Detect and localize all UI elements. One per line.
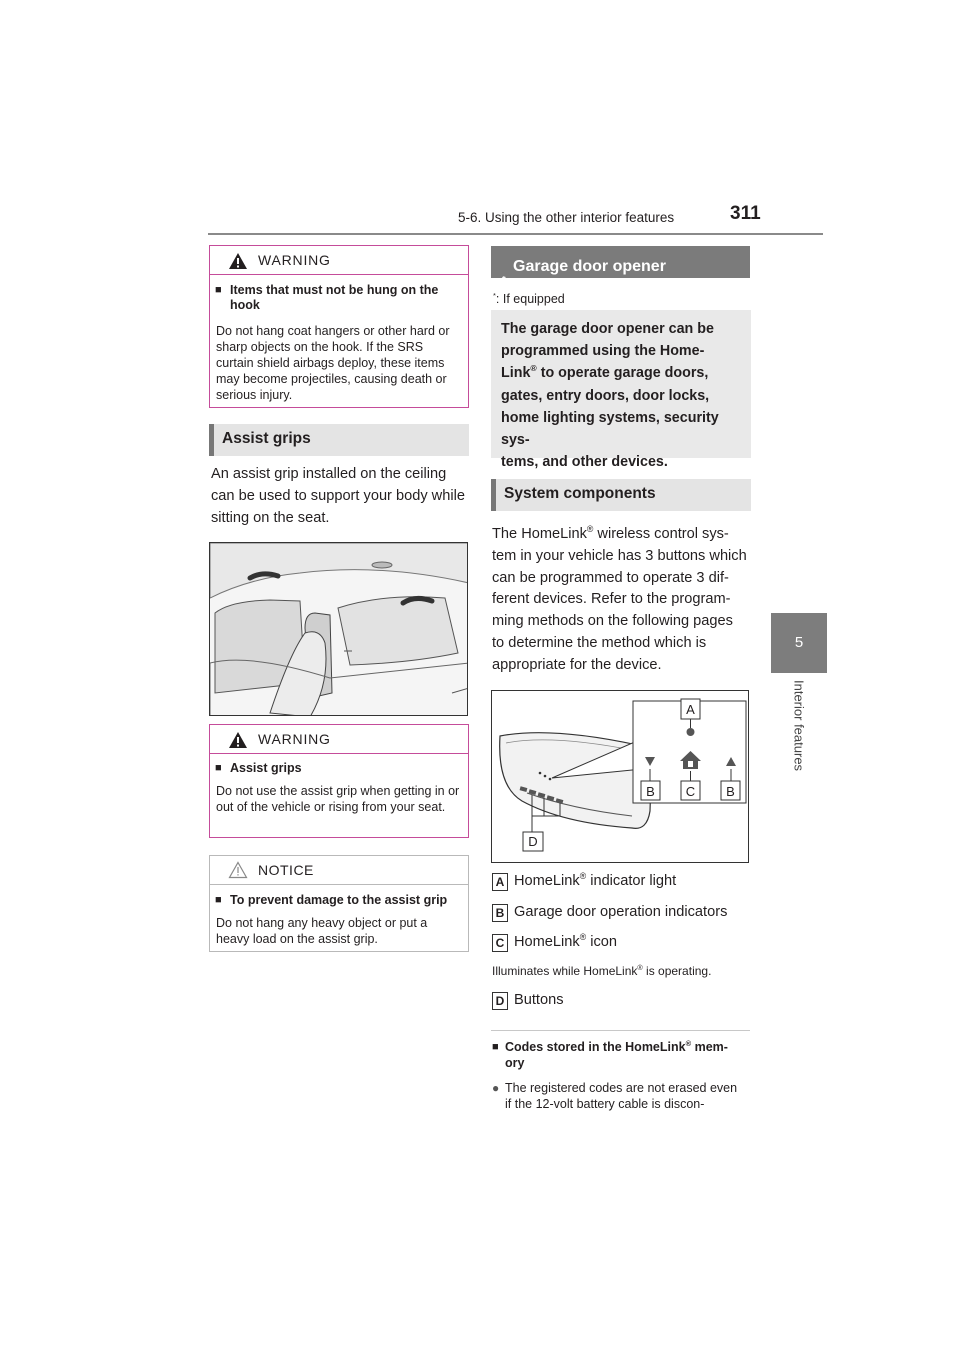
warning-label: WARNING xyxy=(258,731,331,747)
warning-body: Do not use the assist grip when getting in or out of the vehicle or rising from your seat. xyxy=(216,784,460,814)
assist-grip-illustration xyxy=(209,542,468,716)
desc-line: can be programmed to operate 3 dif- xyxy=(492,569,729,586)
footnote xyxy=(493,292,565,306)
notice-subtitle-text: To prevent damage to the assist grip xyxy=(230,893,448,907)
codes-title-b: mem- xyxy=(691,1040,728,1054)
warning-triangle-icon xyxy=(228,731,248,749)
square-bullet-icon: ■ xyxy=(215,284,222,296)
legend-key: D xyxy=(492,992,508,1010)
header-rule xyxy=(208,233,823,235)
footnote-mark: * xyxy=(502,274,506,286)
square-bullet-icon: ■ xyxy=(215,762,222,774)
codes-bullet xyxy=(492,1080,754,1112)
system-components-heading xyxy=(491,479,751,511)
codes-bullet-line: The registered codes are not erased even xyxy=(505,1081,738,1095)
registered-mark: ® xyxy=(579,871,587,882)
legend-text: Buttons xyxy=(514,992,564,1008)
notice-body: Do not hang any heavy object or put a heavy load on the assist grip. xyxy=(216,916,428,946)
summary-text: Link xyxy=(501,365,531,382)
desc-line xyxy=(492,524,754,546)
caution-outline-icon xyxy=(228,861,248,879)
legend-text xyxy=(514,934,617,950)
summary-line: The garage door opener can be xyxy=(501,321,714,337)
homelink-diagram xyxy=(491,690,749,863)
garage-title-text: Garage door opener xyxy=(513,258,666,275)
legend-note xyxy=(492,964,711,978)
legend-text: Garage door operation indicators xyxy=(514,904,728,920)
desc-text: The HomeLink xyxy=(492,526,587,542)
desc-line: tem in your vehicle has 3 buttons which xyxy=(492,547,747,564)
diagram-label-a: A xyxy=(686,702,695,717)
registered-mark: ® xyxy=(586,524,594,535)
page-number: 311 xyxy=(730,203,761,224)
garage-door-opener-heading xyxy=(491,246,750,286)
legend-item-d xyxy=(492,992,752,1014)
summary-text: to operate garage doors, xyxy=(536,365,709,382)
assist-grips-text: An assist grip installed on the ceiling can be used to support your body while sitting on the seat. xyxy=(211,466,465,526)
legend-item-b xyxy=(492,904,752,926)
legend-key: B xyxy=(492,904,508,922)
warning-header xyxy=(210,725,468,754)
desc-line: appropriate for the device. xyxy=(492,656,662,673)
legend-key: C xyxy=(492,934,508,952)
legend-item-a xyxy=(492,873,752,895)
square-bullet-icon: ■ xyxy=(215,894,222,906)
system-components-title: System components xyxy=(504,485,656,502)
legend-text xyxy=(514,873,676,889)
summary-line: home lighting systems, security sys- xyxy=(501,409,719,449)
section-title: 5-6. Using the other interior features xyxy=(458,210,675,225)
warning-header xyxy=(210,246,468,275)
chapter-title: Interior features xyxy=(791,680,807,772)
warning-body: Do not hang coat hangers or other hard or sharp objects on the hook. If the SRS curtain shield airbags deploy, these items may become projectiles, causing death or serious injury. xyxy=(216,324,450,402)
legend-text-a: HomeLink xyxy=(514,934,580,950)
legend-item-c xyxy=(492,934,752,956)
diagram-label-b-right: B xyxy=(726,784,735,799)
summary-line xyxy=(501,362,741,384)
registered-mark: ® xyxy=(685,1038,692,1048)
square-bullet-icon: ■ xyxy=(492,1041,499,1053)
legend-text-b: indicator light xyxy=(586,873,677,889)
desc-line: to determine the method which is xyxy=(492,634,707,651)
legend-key: A xyxy=(492,873,508,891)
warning-triangle-icon xyxy=(228,252,248,270)
codes-title-a: Codes stored in the HomeLink xyxy=(505,1040,686,1054)
legend-note-b: is operating. xyxy=(642,964,712,978)
legend-note-a: Illuminates while HomeLink xyxy=(492,964,638,978)
desc-line: ming methods on the following pages xyxy=(492,613,733,630)
diagram-label-b-left: B xyxy=(646,784,655,799)
registered-mark: ® xyxy=(637,963,643,972)
divider xyxy=(491,1030,750,1031)
legend-text-b: icon xyxy=(586,934,617,950)
warning-subtitle xyxy=(210,761,468,776)
assist-grips-heading xyxy=(209,424,469,456)
diagram-label-c: C xyxy=(685,784,696,799)
notice-header xyxy=(210,856,468,885)
desc-text: wireless control sys- xyxy=(593,526,729,542)
footnote-text: : If equipped xyxy=(495,292,565,306)
footnote-star: * xyxy=(493,290,496,300)
summary-line: programmed using the Home- xyxy=(501,343,705,360)
warning-label: WARNING xyxy=(258,252,331,268)
summary-line: gates, entry doors, door locks, xyxy=(501,387,710,404)
chapter-title-vertical xyxy=(770,680,828,790)
rearview-mirror-image xyxy=(492,691,749,863)
codes-stored-subtitle xyxy=(492,1040,752,1071)
warning-box-assist-grips xyxy=(209,724,469,838)
codes-title-line xyxy=(492,1040,752,1056)
chapter-tab xyxy=(771,613,827,673)
warning-subtitle xyxy=(210,283,468,313)
garage-door-opener-title xyxy=(491,246,750,294)
diagram-label-d: D xyxy=(528,834,538,849)
chapter-number: 5 xyxy=(794,634,804,651)
round-bullet-icon: ● xyxy=(492,1081,500,1095)
legend-text-a: HomeLink xyxy=(514,873,580,889)
registered-mark: ® xyxy=(530,363,537,374)
warning-box-hook xyxy=(209,245,469,408)
notice-label: NOTICE xyxy=(258,862,314,878)
registered-mark: ® xyxy=(579,932,587,943)
desc-line: ferent devices. Refer to the program- xyxy=(492,591,731,608)
components-description xyxy=(492,524,754,677)
codes-bullet-line: if the 12-volt battery cable is discon- xyxy=(505,1097,705,1111)
summary-line: tems, and other devices. xyxy=(501,454,668,471)
notice-subtitle xyxy=(210,893,468,908)
notice-box xyxy=(209,855,469,952)
assist-grips-title: Assist grips xyxy=(222,430,311,447)
car-interior-image xyxy=(210,543,468,716)
warning-subtitle-text: Items that must not be hung on the hook xyxy=(230,283,439,312)
codes-title-line: ory xyxy=(505,1055,525,1070)
warning-subtitle-text: Assist grips xyxy=(230,761,302,775)
summary-box xyxy=(491,310,751,471)
